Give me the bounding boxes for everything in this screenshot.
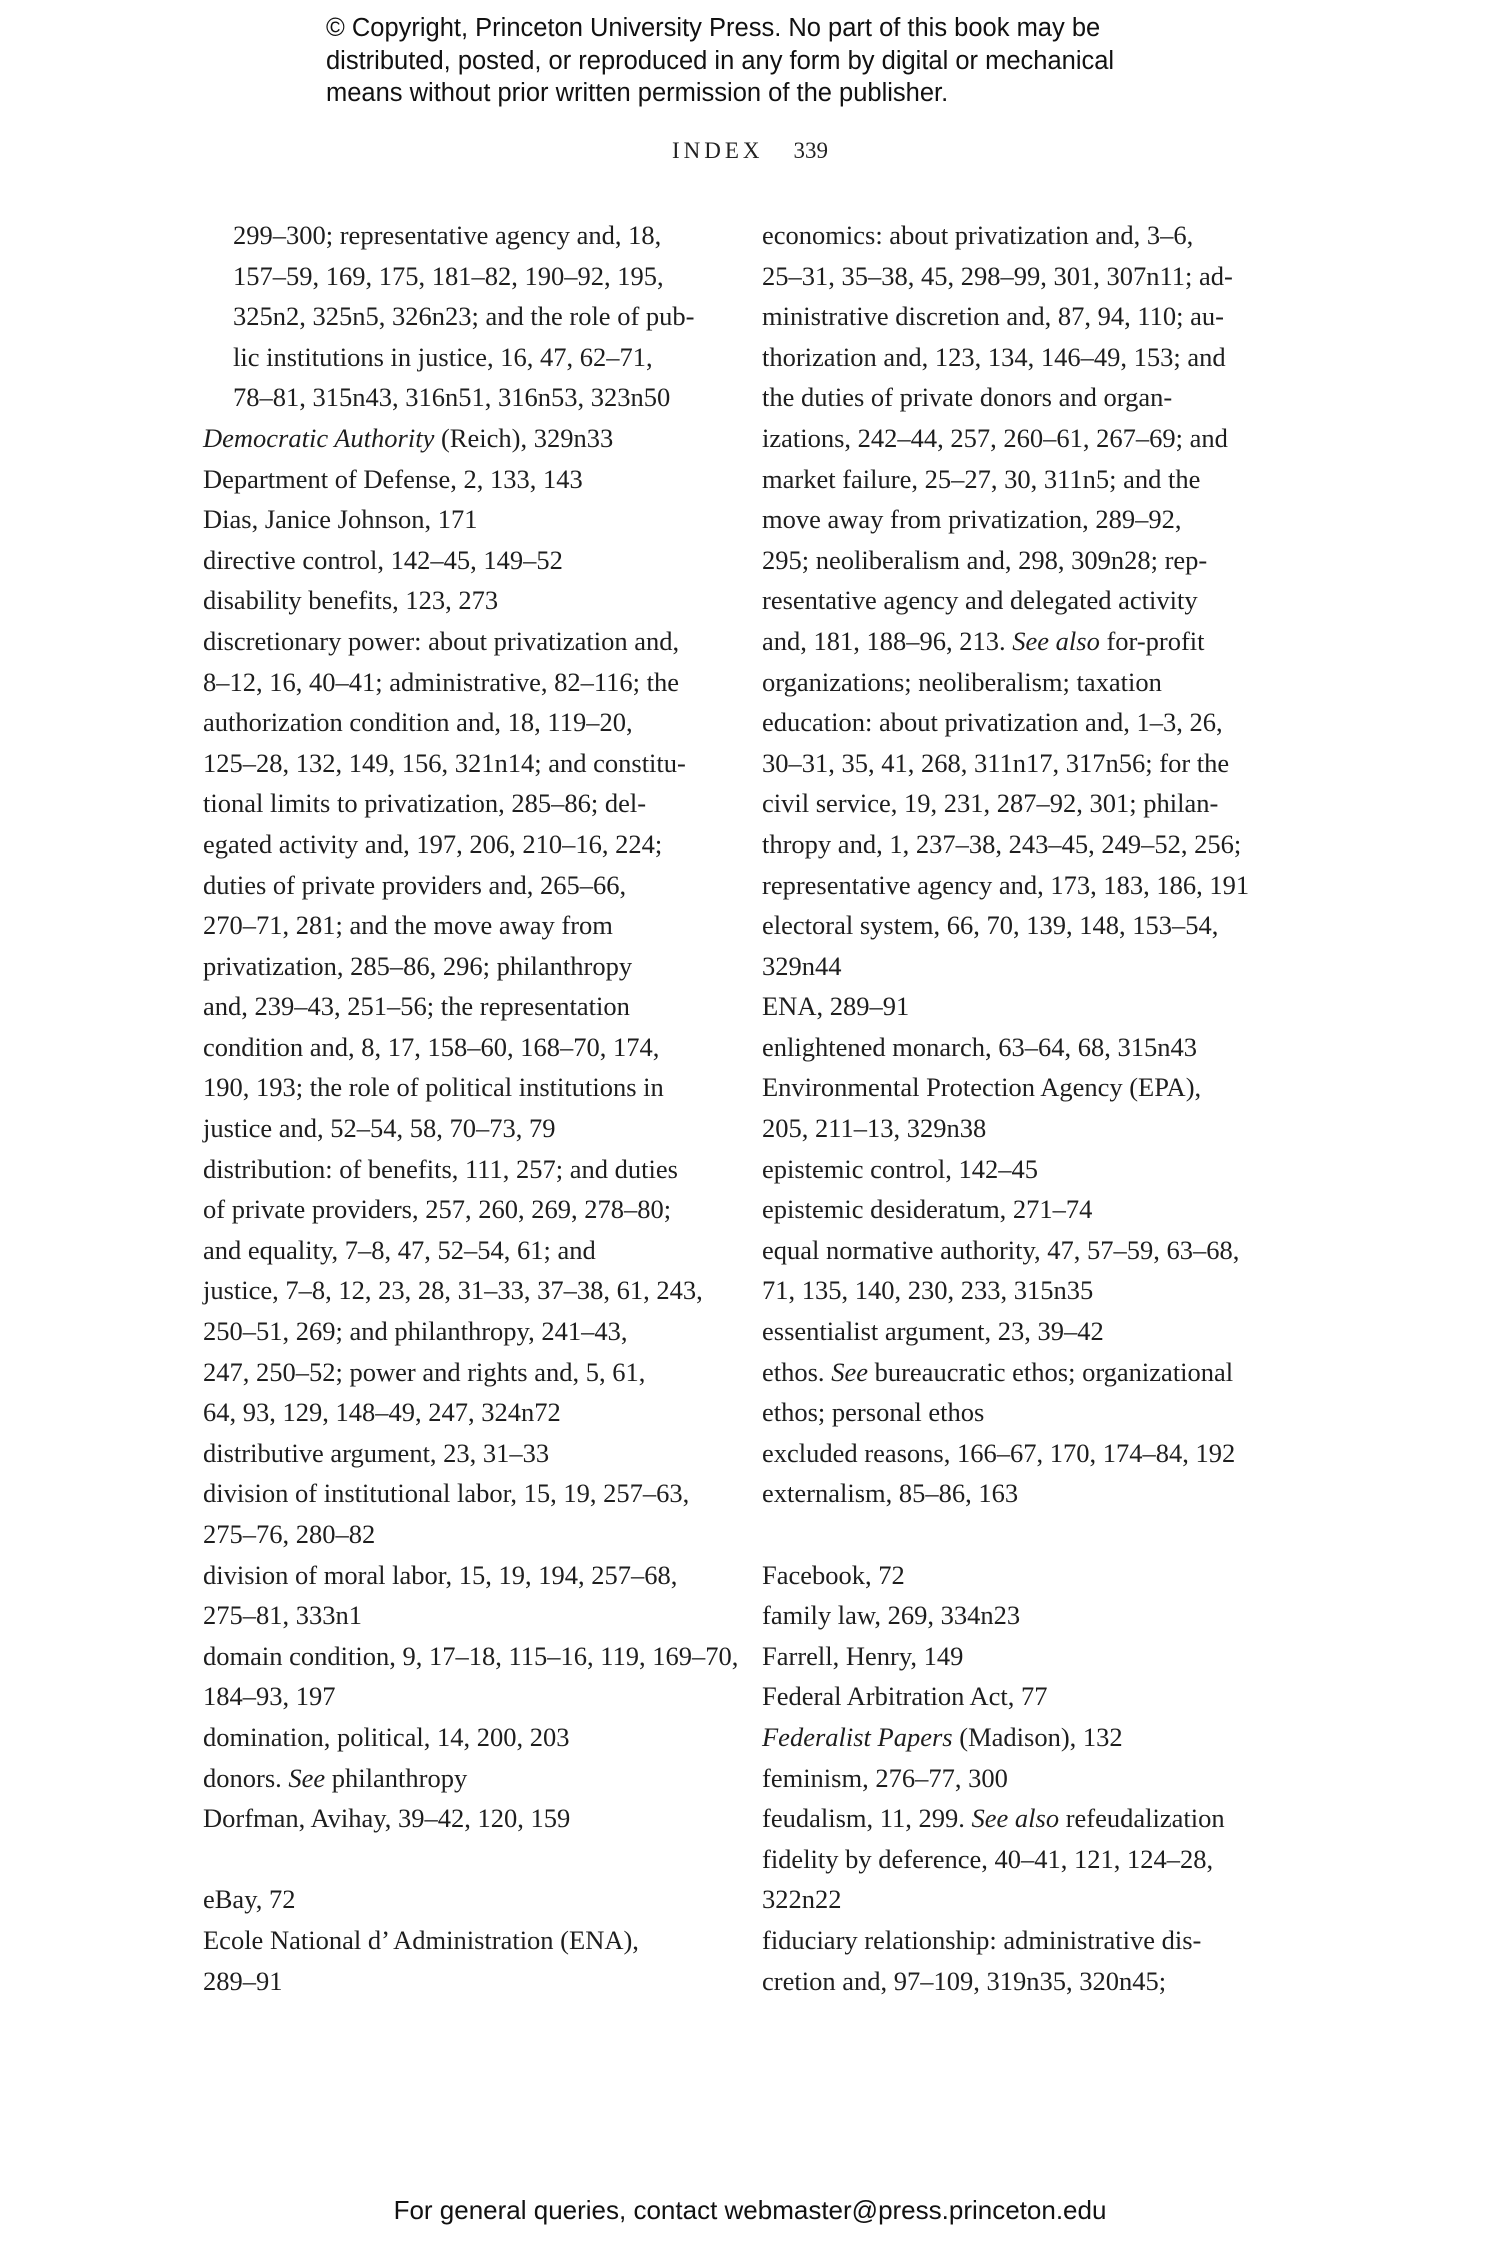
index-entry bbox=[762, 1433, 1282, 1474]
index-entry-line: the duties of private donors and organ- bbox=[762, 382, 1173, 413]
index-entry-line: feminism, 276–77, 300 bbox=[762, 1762, 1008, 1793]
index-entry bbox=[762, 1920, 1282, 2001]
index-entry-line: 295; neoliberalism and, 298, 309n28; rep- bbox=[762, 544, 1208, 575]
index-entry-line: cretion and, 97–109, 319n35, 320n45; bbox=[762, 1965, 1167, 1996]
index-entry-line: discretionary power: about privatization and, bbox=[203, 625, 680, 656]
index-entry-line: Ecole National d’ Administration (ENA), bbox=[203, 1924, 639, 1955]
index-entry-line: Democratic Authority (Reich), 329n33 bbox=[203, 422, 614, 453]
italic-title: Democratic Authority bbox=[203, 422, 435, 453]
index-entry bbox=[762, 1798, 1282, 1839]
index-entry-line: feudalism, 11, 299. See also refeudalization bbox=[762, 1803, 1225, 1834]
index-entry bbox=[203, 418, 713, 459]
index-entry-line: Federal Arbitration Act, 77 bbox=[762, 1681, 1048, 1712]
index-entry-line: education: about privatization and, 1–3, 26, bbox=[762, 707, 1223, 738]
index-entry bbox=[762, 1311, 1282, 1352]
index-entry-line: organizations; neoliberalism; taxation bbox=[762, 666, 1162, 697]
index-entry-line: donors. See philanthropy bbox=[203, 1762, 468, 1793]
index-entry bbox=[762, 1352, 1282, 1433]
index-entry bbox=[203, 1473, 713, 1554]
index-entry-line: directive control, 142–45, 149–52 bbox=[203, 544, 563, 575]
index-entry-line: 78–81, 315n43, 316n51, 316n53, 323n50 bbox=[233, 382, 671, 413]
index-entry bbox=[203, 1636, 739, 1717]
index-entry bbox=[203, 1433, 713, 1474]
index-entry-line: duties of private providers and, 265–66, bbox=[203, 869, 627, 900]
italic-title: See bbox=[288, 1762, 326, 1793]
index-entry-line: excluded reasons, 166–67, 170, 174–84, 192 bbox=[762, 1437, 1236, 1468]
index-entry bbox=[762, 905, 1282, 986]
copyright-line: means without prior written permission of the publisher. bbox=[326, 79, 949, 107]
index-entry bbox=[203, 1879, 713, 1920]
index-entry bbox=[203, 580, 713, 621]
index-entry-line: 250–51, 269; and philanthropy, 241–43, bbox=[203, 1316, 628, 1347]
index-entry-line: 125–28, 132, 149, 156, 321n14; and constitu- bbox=[203, 747, 686, 778]
index-entry-line: fiduciary relationship: administrative dis- bbox=[762, 1924, 1202, 1955]
index-entry bbox=[203, 621, 713, 1149]
index-entry bbox=[762, 1676, 1282, 1717]
index-entry-line: family law, 269, 334n23 bbox=[762, 1600, 1021, 1631]
index-entry-line: 30–31, 35, 41, 268, 311n17, 317n56; for the bbox=[762, 747, 1230, 778]
copyright-notice bbox=[326, 12, 1326, 110]
running-head bbox=[0, 138, 1500, 164]
index-entry-line: 71, 135, 140, 230, 233, 315n35 bbox=[762, 1275, 1094, 1306]
index-entry-line: electoral system, 66, 70, 139, 148, 153–54, bbox=[762, 910, 1219, 941]
index-entry-line: domain condition, 9, 17–18, 115–16, 119, 169–70, bbox=[203, 1640, 739, 1671]
index-entry-line: and, 181, 188–96, 213. See also for-profit bbox=[762, 625, 1205, 656]
index-entry-line: domination, political, 14, 200, 203 bbox=[203, 1721, 570, 1752]
index-entry-line: division of institutional labor, 15, 19, 257–63, bbox=[203, 1478, 690, 1509]
index-entry bbox=[203, 499, 713, 540]
index-entry bbox=[762, 215, 1282, 702]
index-entry-line: market failure, 25–27, 30, 311n5; and the bbox=[762, 463, 1201, 494]
index-entry bbox=[762, 1189, 1282, 1230]
letter-group-gap bbox=[203, 1839, 713, 1880]
index-entry-line: 205, 211–13, 329n38 bbox=[762, 1113, 987, 1144]
index-entry-continued bbox=[203, 215, 713, 418]
index-entry-line: 325n2, 325n5, 326n23; and the role of pub- bbox=[233, 301, 695, 332]
index-entry-line: Environmental Protection Agency (EPA), bbox=[762, 1072, 1202, 1103]
running-head-label: INDEX bbox=[671, 138, 764, 163]
index-entry bbox=[762, 986, 1282, 1027]
index-entry-line: economics: about privatization and, 3–6, bbox=[762, 220, 1194, 250]
index-entry-line: and, 239–43, 251–56; the representation bbox=[203, 991, 630, 1022]
index-entry bbox=[762, 1758, 1282, 1799]
index-entry-line: Dias, Janice Johnson, 171 bbox=[203, 504, 478, 535]
italic-title: See also bbox=[971, 1803, 1060, 1834]
page-number: 339 bbox=[793, 138, 829, 163]
letter-group-gap bbox=[762, 1514, 1282, 1555]
copyright-line: distributed, posted, or reproduced in any form by digital or mechanical bbox=[326, 46, 1115, 75]
index-entry-line: 270–71, 281; and the move away from bbox=[203, 910, 613, 941]
index-entry bbox=[762, 1555, 1282, 1596]
index-entry-line: epistemic desideratum, 271–74 bbox=[762, 1194, 1093, 1225]
index-column-left bbox=[203, 215, 739, 2001]
index-entry-line: 64, 93, 129, 148–49, 247, 324n72 bbox=[203, 1397, 561, 1428]
index-entry-line: 322n22 bbox=[762, 1884, 842, 1915]
index-column-right bbox=[762, 215, 1282, 2001]
index-entry-line: resentative agency and delegated activity bbox=[762, 585, 1198, 616]
copyright-line: © Copyright, Princeton University Press. No part of this book may be bbox=[326, 14, 1101, 42]
index-entry bbox=[203, 1920, 713, 2001]
index-entry-line: 289–91 bbox=[203, 1965, 283, 1996]
index-entry-line: 247, 250–52; power and rights and, 5, 61, bbox=[203, 1356, 646, 1387]
index-entry-line: authorization condition and, 18, 119–20, bbox=[203, 707, 633, 738]
index-entry-line: ministrative discretion and, 87, 94, 110; au- bbox=[762, 301, 1224, 332]
index-entry-line: izations, 242–44, 257, 260–61, 267–69; and bbox=[762, 422, 1228, 453]
index-entry-line: disability benefits, 123, 273 bbox=[203, 585, 499, 616]
index-entry-line: ethos; personal ethos bbox=[762, 1397, 985, 1428]
index-entry-line: thropy and, 1, 237–38, 243–45, 249–52, 256; bbox=[762, 828, 1242, 859]
index-entry bbox=[762, 1595, 1282, 1636]
index-entry-line: civil service, 19, 231, 287–92, 301; philan- bbox=[762, 788, 1219, 819]
index-entry bbox=[762, 1473, 1282, 1514]
index-entry-line: 184–93, 197 bbox=[203, 1681, 336, 1712]
index-entry bbox=[203, 540, 713, 581]
index-entry-line: distributive argument, 23, 31–33 bbox=[203, 1437, 550, 1468]
index-entry-line: division of moral labor, 15, 19, 194, 257–68, bbox=[203, 1559, 678, 1590]
index-entry-line: distribution: of benefits, 111, 257; and duties bbox=[203, 1153, 678, 1184]
index-entry bbox=[762, 1839, 1282, 1920]
index-entry bbox=[762, 702, 1282, 905]
index-entry bbox=[203, 1717, 713, 1758]
index-entry-line: 275–81, 333n1 bbox=[203, 1600, 362, 1631]
index-entry bbox=[762, 1027, 1282, 1068]
index-entry-line: lic institutions in justice, 16, 47, 62–71, bbox=[233, 341, 653, 372]
index-entry-line: tional limits to privatization, 285–86; del- bbox=[203, 788, 647, 819]
index-entry-line: condition and, 8, 17, 158–60, 168–70, 174, bbox=[203, 1031, 660, 1062]
italic-title: See also bbox=[1012, 625, 1100, 656]
index-entry-line: and equality, 7–8, 47, 52–54, 61; and bbox=[203, 1234, 596, 1265]
index-entry-line: privatization, 285–86, 296; philanthropy bbox=[203, 950, 633, 981]
index-entry-line: 299–300; representative agency and, 18, bbox=[233, 220, 662, 250]
index-entry-line: 157–59, 169, 175, 181–82, 190–92, 195, bbox=[233, 260, 664, 291]
italic-title: See bbox=[831, 1356, 868, 1387]
index-entry-line: 25–31, 35–38, 45, 298–99, 301, 307n11; ad- bbox=[762, 260, 1233, 291]
index-entry-line: thorization and, 123, 134, 146–49, 153; and bbox=[762, 341, 1226, 372]
index-entry-line: 275–76, 280–82 bbox=[203, 1519, 376, 1549]
index-entry-line: externalism, 85–86, 163 bbox=[762, 1478, 1019, 1509]
footer-contact: For general queries, contact webmaster@press.princeton.edu bbox=[393, 2195, 1107, 2225]
index-entry-line: enlightened monarch, 63–64, 68, 315n43 bbox=[762, 1031, 1197, 1062]
index-entry-line: ENA, 289–91 bbox=[762, 991, 910, 1022]
index-entry-line: move away from privatization, 289–92, bbox=[762, 504, 1182, 535]
index-entry-line: ethos. See bureaucratic ethos; organizational bbox=[762, 1356, 1234, 1387]
index-entry bbox=[203, 459, 713, 500]
index-entry-line: egated activity and, 197, 206, 210–16, 224; bbox=[203, 828, 663, 859]
index-entry-line: representative agency and, 173, 183, 186, 191 bbox=[762, 869, 1250, 900]
index-entry-line: Farrell, Henry, 149 bbox=[762, 1640, 964, 1671]
index-entry-line: 329n44 bbox=[762, 950, 842, 981]
index-entry-line: equal normative authority, 47, 57–59, 63–68, bbox=[762, 1234, 1240, 1265]
index-entry-line: of private providers, 257, 260, 269, 278–80; bbox=[203, 1194, 672, 1225]
index-entry bbox=[762, 1149, 1282, 1190]
index-entry bbox=[762, 1717, 1282, 1758]
index-entry bbox=[203, 1555, 713, 1636]
index-entry-line: fidelity by deference, 40–41, 121, 124–28, bbox=[762, 1843, 1214, 1874]
index-entry bbox=[203, 1758, 713, 1799]
index-entry-line: essentialist argument, 23, 39–42 bbox=[762, 1316, 1104, 1347]
index-entry-line: Federalist Papers (Madison), 132 bbox=[762, 1721, 1123, 1752]
index-entry bbox=[203, 1149, 713, 1433]
index-entry-line: epistemic control, 142–45 bbox=[762, 1153, 1038, 1184]
index-entry-line: justice and, 52–54, 58, 70–73, 79 bbox=[203, 1113, 556, 1144]
index-entry-line: Department of Defense, 2, 133, 143 bbox=[203, 463, 583, 494]
italic-title: Federalist Papers bbox=[762, 1721, 953, 1752]
index-entry bbox=[762, 1636, 1282, 1677]
index-entry-line: 8–12, 16, 40–41; administrative, 82–116; the bbox=[203, 666, 679, 697]
index-entry-line: Dorfman, Avihay, 39–42, 120, 159 bbox=[203, 1803, 571, 1834]
index-entry bbox=[203, 1798, 713, 1839]
index-entry-line: justice, 7–8, 12, 23, 28, 31–33, 37–38, 61, 243, bbox=[203, 1275, 703, 1306]
index-entry-line: Facebook, 72 bbox=[762, 1559, 905, 1590]
index-entry bbox=[762, 1230, 1282, 1311]
index-entry bbox=[762, 1067, 1282, 1148]
index-entry-line: eBay, 72 bbox=[203, 1884, 296, 1915]
index-entry-line: 190, 193; the role of political institutions in bbox=[203, 1072, 664, 1103]
